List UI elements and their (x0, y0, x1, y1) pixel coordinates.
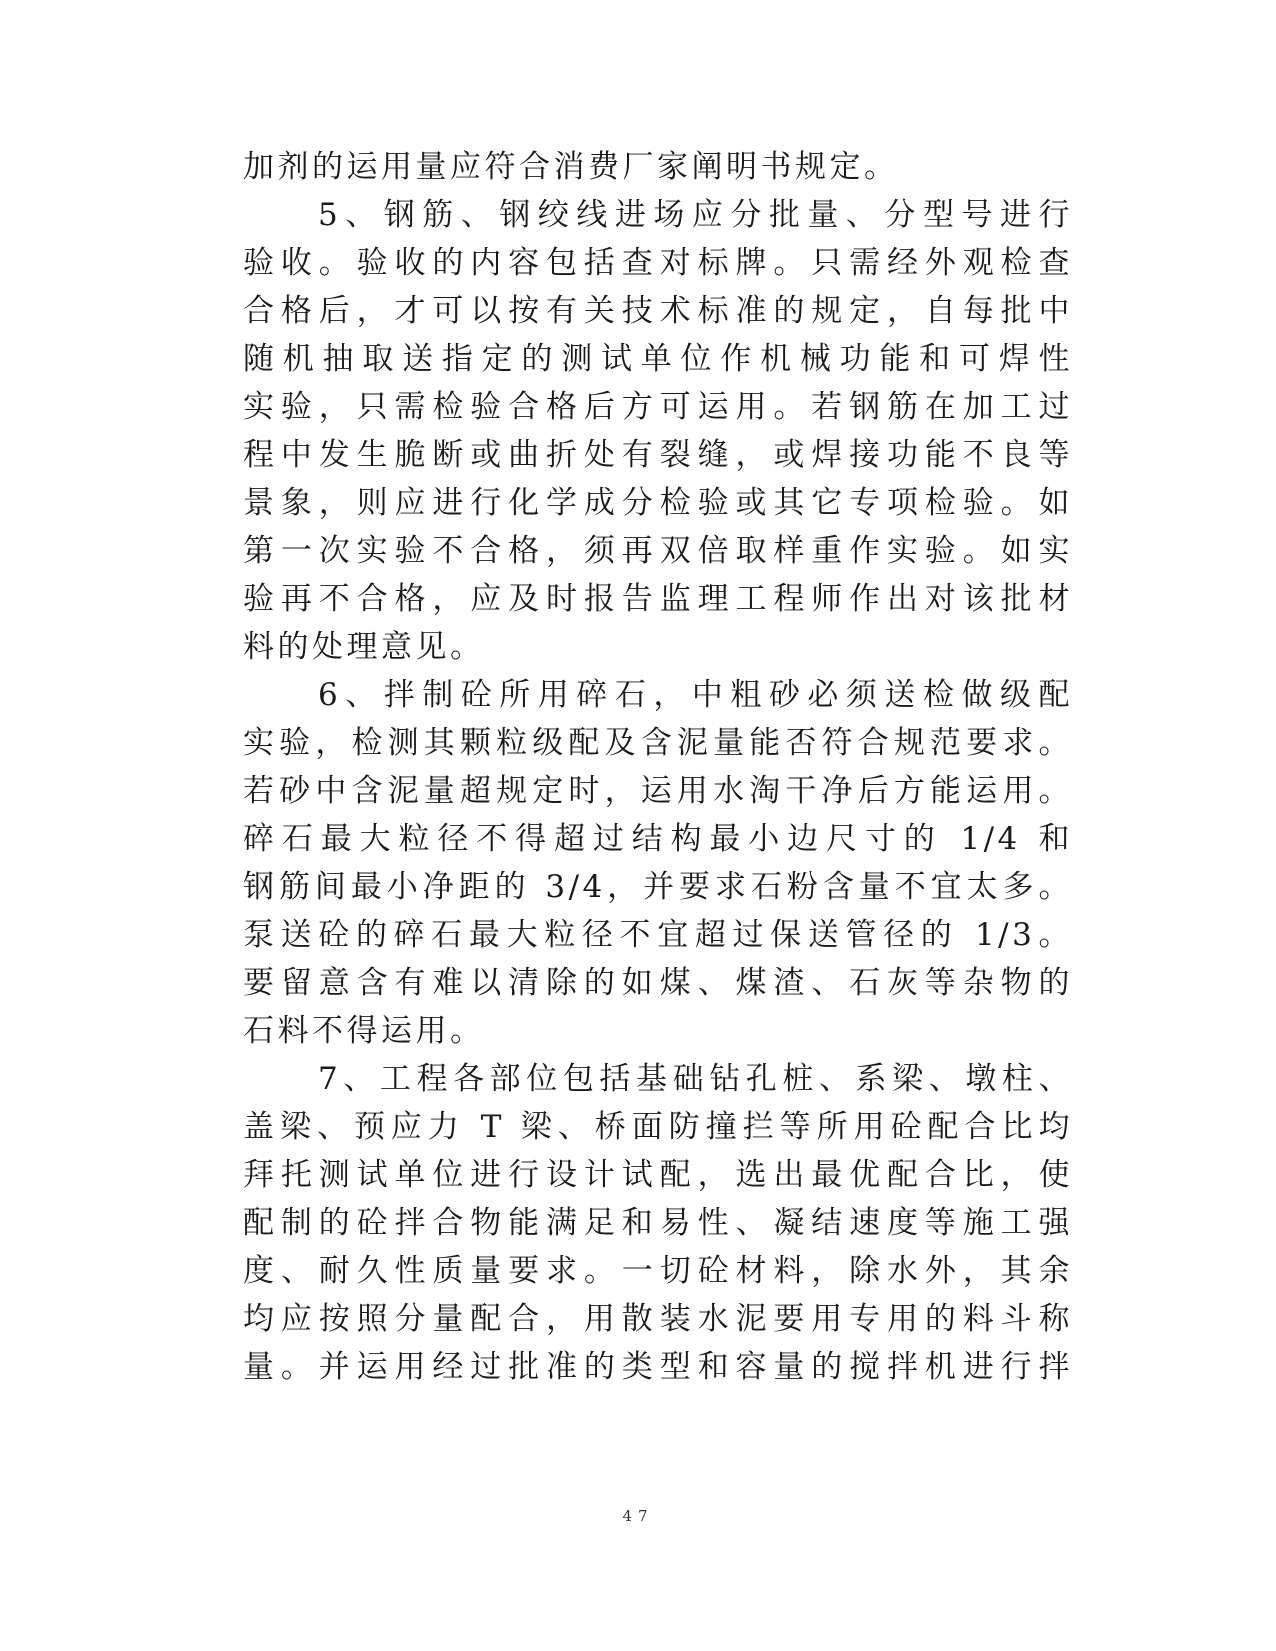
text-line: 泵送砼的碎石最大粒径不宜超过保送管径的 1/3。 (243, 917, 1073, 953)
text-line: 加剂的运用量应符合消费厂家阐明书规定。 (243, 149, 899, 185)
text-line: 程中发生脆断或曲折处有裂缝，或焊接功能不良等 (243, 437, 1073, 473)
text-line: 实验，检测其颗粒级配及含泥量能否符合规范要求。 (243, 725, 1073, 761)
body-text (243, 143, 1073, 1391)
paragraph-start-line: 7、工程各部位包括基础钻孔桩、系梁、墩柱、 (318, 1061, 1073, 1097)
text-line: 验收。验收的内容包括查对标牌。只需经外观检查 (243, 245, 1073, 281)
text-line: 随机抽取送指定的测试单位作机械功能和可焊性 (243, 341, 1073, 377)
text-line: 碎石最大粒径不得超过结构最小边尺寸的 1/4 和 (243, 821, 1073, 857)
text-line: 料的处理意见。 (243, 629, 485, 665)
text-line: 石料不得运用。 (243, 1013, 485, 1049)
text-line: 景象，则应进行化学成分检验或其它专项检验。如 (243, 485, 1073, 521)
text-line: 验再不合格，应及时报告监理工程师作出对该批材 (243, 581, 1073, 617)
text-line: 均应按照分量配合，用散装水泥要用专用的料斗称 (243, 1301, 1073, 1337)
text-line: 盖梁、预应力 T 梁、桥面防撞拦等所用砼配合比均 (243, 1109, 1073, 1145)
text-line: 度、耐久性质量要求。一切砼材料，除水外，其余 (243, 1253, 1073, 1289)
page-number: 47 (622, 1507, 654, 1525)
text-line: 量。并运用经过批准的类型和容量的搅拌机进行拌 (243, 1349, 1073, 1385)
text-line: 拜托测试单位进行设计试配，选出最优配合比，使 (243, 1157, 1073, 1193)
text-line: 钢筋间最小净距的 3/4，并要求石粉含量不宜太多。 (243, 869, 1073, 905)
text-line: 实验，只需检验合格后方可运用。若钢筋在加工过 (243, 389, 1073, 425)
text-line: 合格后，才可以按有关技术标准的规定，自每批中 (243, 293, 1073, 329)
text-line: 配制的砼拌合物能满足和易性、凝结速度等施工强 (243, 1205, 1073, 1241)
text-line: 若砂中含泥量超规定时，运用水淘干净后方能运用。 (243, 773, 1073, 809)
paragraph-start-line: 6、拌制砼所用碎石，中粗砂必须送检做级配 (318, 677, 1073, 713)
text-line: 要留意含有难以清除的如煤、煤渣、石灰等杂物的 (243, 965, 1073, 1001)
paragraph-start-line: 5、钢筋、钢绞线进场应分批量、分型号进行 (318, 197, 1073, 233)
text-line: 第一次实验不合格，须再双倍取样重作实验。如实 (243, 533, 1073, 569)
